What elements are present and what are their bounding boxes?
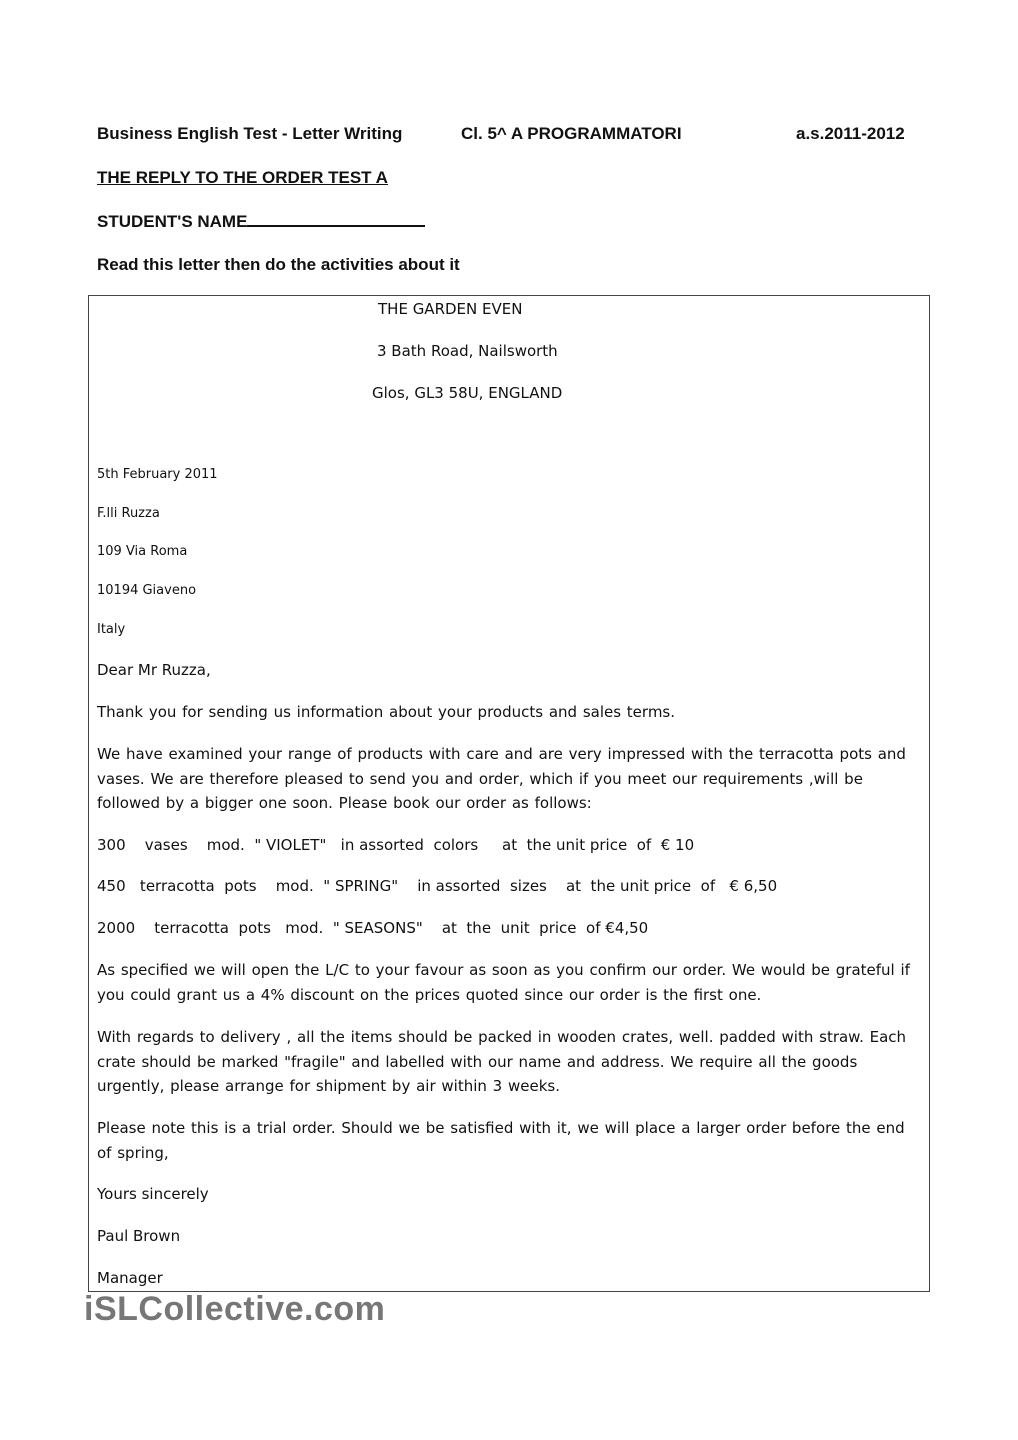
signature-name: Paul Brown: [97, 1227, 181, 1245]
instruction: Read this letter then do the activities about it: [97, 255, 460, 274]
test-subtitle: THE REPLY TO THE ORDER TEST A: [97, 168, 388, 187]
signature-title: Manager: [97, 1269, 163, 1287]
paragraph-thanks: Thank you for sending us information about your products and sales terms.: [97, 703, 676, 721]
order-item: 300 vases mod. " VIOLET" in assorted colors at the unit price of € 10: [97, 836, 695, 854]
sender-street: 3 Bath Road, Nailsworth: [377, 342, 558, 360]
paragraph-payment: As specified we will open the L/C to your favour as soon as you confirm our order. We would be grateful if you could grant us a 4% discount on the prices quoted since our order is the first one.: [97, 961, 910, 1004]
recipient-street: 109 Via Roma: [97, 544, 188, 559]
school-year: a.s.2011-2012: [796, 124, 905, 143]
recipient-country: Italy: [97, 622, 126, 637]
recipient-name: F.lli Ruzza: [97, 506, 160, 521]
student-name-line: [97, 211, 425, 232]
watermark: iSLCollective.com: [84, 1290, 386, 1328]
student-name-label: STUDENT'S NAME: [97, 212, 248, 231]
sender-company: THE GARDEN EVEN: [378, 300, 523, 318]
order-item: 2000 terracotta pots mod. " SEASONS" at the unit price of €4,50: [97, 919, 649, 937]
paragraph-examined: We have examined your range of products with care and are very impressed with the terracotta pots and vases. We are therefore pleased to send you and order, which if you meet our requirements ,will be followed by a bigger one soon. Please book our order as follows:: [97, 745, 906, 812]
sender-city: Glos, GL3 58U, ENGLAND: [372, 384, 563, 402]
salutation: Dear Mr Ruzza,: [97, 661, 211, 679]
student-name-blank: [247, 211, 425, 227]
order-item: 450 terracotta pots mod. " SPRING" in assorted sizes at the unit price of € 6,50: [97, 877, 778, 895]
letter-date: 5th February 2011: [97, 467, 218, 482]
paragraph-delivery: With regards to delivery , all the items should be packed in wooden crates, well. padded with straw. Each crate should be marked "fragile" and labelled with our name and address. We require all the goods urgently, please arrange for shipment by air within 3 weeks.: [97, 1028, 907, 1095]
closing: Yours sincerely: [97, 1185, 209, 1203]
recipient-city: 10194 Giaveno: [97, 583, 197, 598]
class-label: Cl. 5^ A PROGRAMMATORI: [461, 124, 682, 143]
paragraph-trial-order: Please note this is a trial order. Should we be satisfied with it, we will place a larger order before the end of spring,: [97, 1119, 905, 1162]
test-title: Business English Test - Letter Writing: [97, 124, 403, 143]
